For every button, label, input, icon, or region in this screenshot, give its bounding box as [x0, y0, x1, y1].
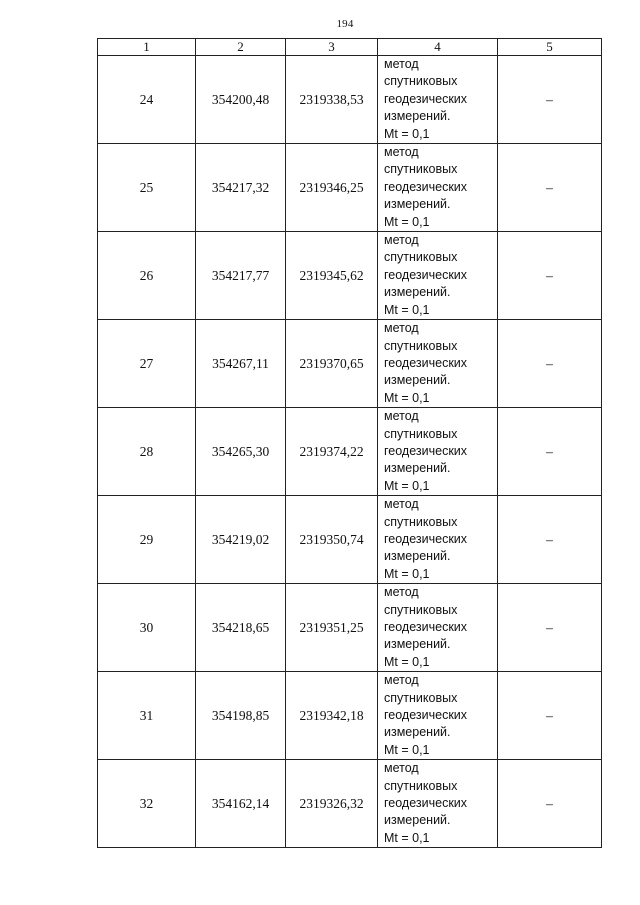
- table-row: [98, 672, 602, 760]
- method-cell: [378, 496, 498, 584]
- table-row: [98, 584, 602, 672]
- column-5-cell: –: [498, 672, 602, 760]
- y-coordinate-cell: 2319370,65: [286, 320, 378, 408]
- method-cell: [378, 320, 498, 408]
- x-coordinate-cell: 354217,32: [196, 144, 286, 232]
- x-coordinate-cell: 354198,85: [196, 672, 286, 760]
- column-header-3: 3: [286, 39, 378, 56]
- point-number-cell: 31: [98, 672, 196, 760]
- method-line: Mt = 0,1: [384, 478, 430, 493]
- method-line: спутниковых: [384, 426, 458, 441]
- method-line: геодезических: [384, 708, 468, 723]
- method-line: геодезических: [384, 267, 468, 282]
- method-line: спутниковых: [384, 338, 458, 353]
- method-line: геодезических: [384, 91, 468, 106]
- point-number-cell: 26: [98, 232, 196, 320]
- column-5-cell: –: [498, 496, 602, 584]
- method-cell: [378, 408, 498, 496]
- point-number-cell: 32: [98, 760, 196, 848]
- method-line: метод: [384, 145, 419, 160]
- method-line: геодезических: [384, 443, 468, 458]
- method-line: измерений.: [384, 109, 451, 124]
- method-line: измерений.: [384, 637, 451, 652]
- method-line: спутниковых: [384, 778, 458, 793]
- x-coordinate-cell: 354218,65: [196, 584, 286, 672]
- method-cell: [378, 672, 498, 760]
- x-coordinate-cell: 354200,48: [196, 56, 286, 144]
- method-line: геодезических: [384, 355, 468, 370]
- method-line: спутниковых: [384, 74, 458, 89]
- point-number-cell: 27: [98, 320, 196, 408]
- method-line: метод: [384, 57, 419, 71]
- method-cell: [378, 232, 498, 320]
- method-line: измерений.: [384, 285, 451, 300]
- method-cell: [378, 760, 498, 848]
- table-body: [98, 56, 602, 848]
- method-line: спутниковых: [384, 602, 458, 617]
- point-number-cell: 28: [98, 408, 196, 496]
- point-number-cell: 24: [98, 56, 196, 144]
- method-line: Mt = 0,1: [384, 302, 430, 317]
- point-number-cell: 25: [98, 144, 196, 232]
- method-line: метод: [384, 761, 419, 776]
- method-line: метод: [384, 497, 419, 512]
- method-cell: [378, 584, 498, 672]
- method-line: метод: [384, 585, 419, 600]
- table-row: [98, 496, 602, 584]
- column-header-5: 5: [498, 39, 602, 56]
- y-coordinate-cell: 2319338,53: [286, 56, 378, 144]
- method-line: Mt = 0,1: [384, 742, 430, 757]
- column-5-cell: –: [498, 408, 602, 496]
- y-coordinate-cell: 2319326,32: [286, 760, 378, 848]
- y-coordinate-cell: 2319350,74: [286, 496, 378, 584]
- method-line: измерений.: [384, 461, 451, 476]
- coordinates-table: [97, 38, 602, 848]
- method-line: Mt = 0,1: [384, 390, 430, 405]
- method-line: измерений.: [384, 373, 451, 388]
- method-line: метод: [384, 409, 419, 424]
- method-cell: [378, 144, 498, 232]
- x-coordinate-cell: 354265,30: [196, 408, 286, 496]
- table-row: [98, 760, 602, 848]
- table-row: [98, 144, 602, 232]
- method-line: геодезических: [384, 796, 468, 811]
- method-line: спутниковых: [384, 250, 458, 265]
- x-coordinate-cell: 354219,02: [196, 496, 286, 584]
- y-coordinate-cell: 2319345,62: [286, 232, 378, 320]
- column-5-cell: –: [498, 56, 602, 144]
- method-line: метод: [384, 233, 419, 248]
- method-line: метод: [384, 321, 419, 336]
- point-number-cell: 29: [98, 496, 196, 584]
- method-line: Mt = 0,1: [384, 214, 430, 229]
- x-coordinate-cell: 354162,14: [196, 760, 286, 848]
- method-line: Mt = 0,1: [384, 830, 430, 845]
- table-header-row: [98, 39, 602, 56]
- table-row: [98, 320, 602, 408]
- method-cell: [378, 56, 498, 144]
- method-line: спутниковых: [384, 162, 458, 177]
- y-coordinate-cell: 2319351,25: [286, 584, 378, 672]
- y-coordinate-cell: 2319346,25: [286, 144, 378, 232]
- x-coordinate-cell: 354267,11: [196, 320, 286, 408]
- method-line: спутниковых: [384, 690, 458, 705]
- method-line: геодезических: [384, 531, 468, 546]
- column-5-cell: –: [498, 584, 602, 672]
- method-line: геодезических: [384, 620, 468, 634]
- column-header-1: 1: [98, 39, 196, 56]
- table-row: [98, 232, 602, 320]
- table-row: [98, 408, 602, 496]
- x-coordinate-cell: 354217,77: [196, 232, 286, 320]
- method-line: измерений.: [384, 549, 451, 564]
- method-line: спутниковых: [384, 514, 458, 529]
- method-line: Mt = 0,1: [384, 126, 430, 141]
- page-number: 194: [336, 18, 354, 30]
- y-coordinate-cell: 2319374,22: [286, 408, 378, 496]
- method-line: Mt = 0,1: [384, 654, 430, 669]
- y-coordinate-cell: 2319342,18: [286, 672, 378, 760]
- column-header-2: 2: [196, 39, 286, 56]
- method-line: Mt = 0,1: [384, 566, 430, 581]
- column-5-cell: –: [498, 232, 602, 320]
- method-line: измерений.: [384, 813, 451, 828]
- method-line: метод: [384, 673, 419, 688]
- method-line: измерений.: [384, 725, 451, 740]
- table-row: [98, 56, 602, 144]
- point-number-cell: 30: [98, 584, 196, 672]
- column-5-cell: –: [498, 320, 602, 408]
- method-line: измерений.: [384, 197, 451, 212]
- method-line: геодезических: [384, 179, 468, 194]
- column-5-cell: –: [498, 144, 602, 232]
- column-header-4: 4: [378, 39, 498, 56]
- column-5-cell: –: [498, 760, 602, 848]
